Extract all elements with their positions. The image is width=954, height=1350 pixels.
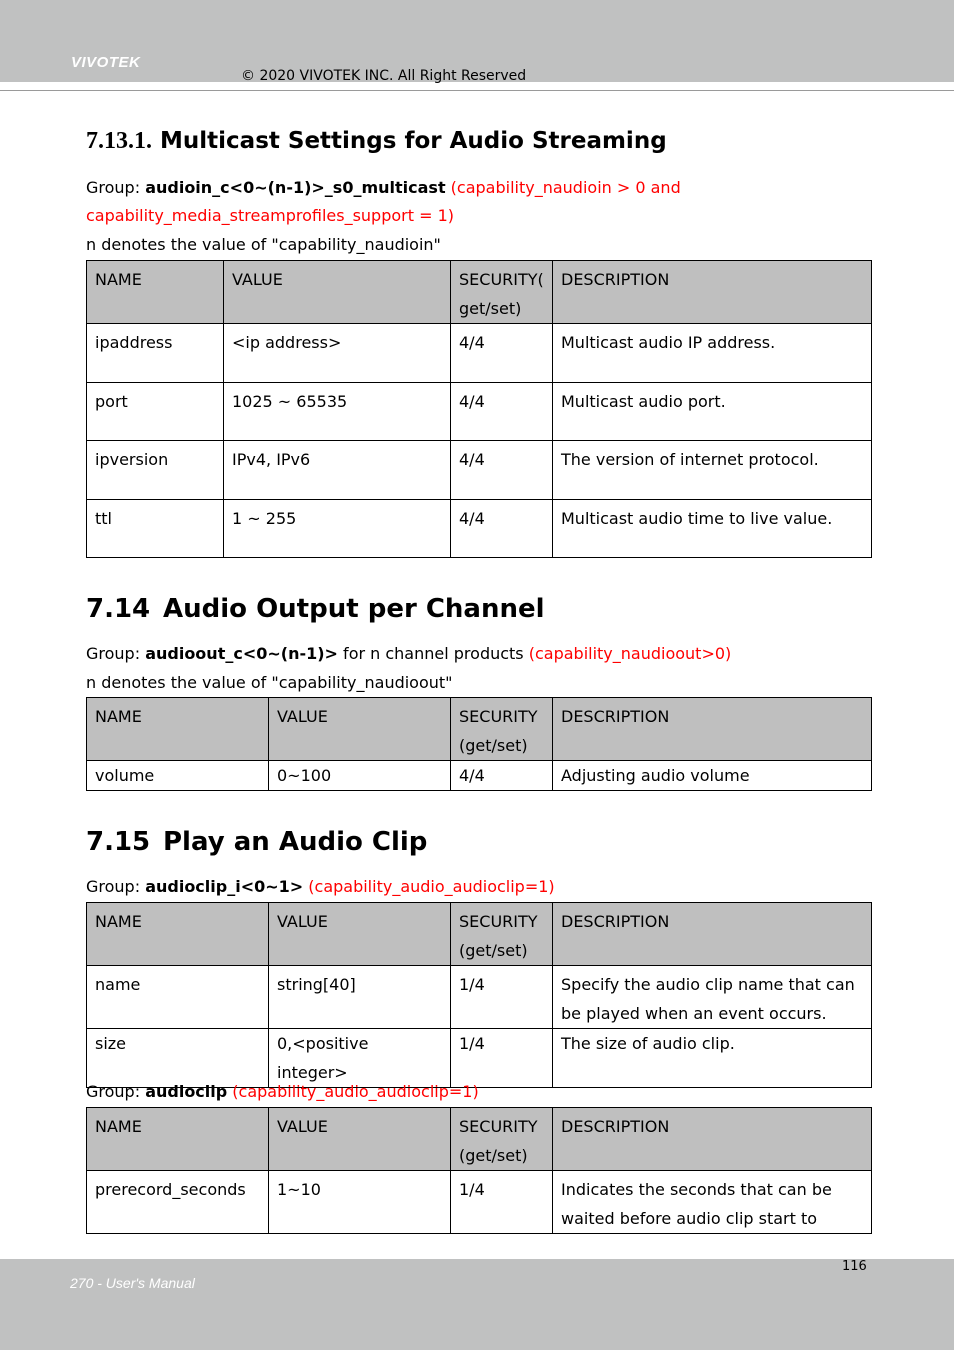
group-note: n denotes the value of "capability_naudioout" — [86, 673, 453, 692]
group-name: audioin_c<0~(n-1)>_s0_multicast — [145, 178, 446, 197]
column-header: NAME — [87, 698, 269, 761]
cell-value: 1025 ~ 65535 — [224, 383, 451, 441]
header-divider — [0, 90, 954, 91]
table-row — [87, 761, 872, 791]
table-row — [87, 966, 872, 1029]
column-header: SECURITY (get/set) — [451, 903, 553, 966]
cell-security: 4/4 — [451, 761, 553, 791]
cell-value: 1~10 — [269, 1171, 451, 1234]
brand-logo: VIVOTEK — [71, 54, 141, 71]
cell-name: prerecord_seconds — [87, 1171, 269, 1234]
cell-value: <ip address> — [224, 324, 451, 383]
column-header: SECURITY (get/set) — [451, 1108, 553, 1171]
table-row — [87, 500, 872, 558]
cell-name: ipversion — [87, 441, 224, 500]
group-line — [86, 174, 681, 202]
cell-value: string[40] — [269, 966, 451, 1029]
column-header: VALUE — [269, 698, 451, 761]
column-header: SECURITY (get/set) — [451, 698, 553, 761]
cell-value: 1 ~ 255 — [224, 500, 451, 558]
table-row — [87, 1171, 872, 1234]
group-line — [86, 1078, 479, 1106]
cell-name: size — [87, 1029, 269, 1088]
column-header: VALUE — [269, 1108, 451, 1171]
page-footer-bar — [0, 1259, 954, 1350]
cell-security: 4/4 — [451, 441, 553, 500]
column-header: DESCRIPTION — [553, 698, 872, 761]
section-number: 7.13.1. — [86, 128, 152, 154]
group-condition: (capability_audio_audioclip=1) — [303, 877, 555, 896]
column-header: DESCRIPTION — [553, 261, 872, 324]
audio-clip-settings-table — [86, 1107, 872, 1234]
section-number: 7.14 — [86, 594, 151, 624]
section-title: Multicast Settings for Audio Streaming — [160, 128, 667, 154]
column-header: NAME — [87, 903, 269, 966]
cell-value: IPv4, IPv6 — [224, 441, 451, 500]
cell-value: 0,<positive integer> — [269, 1029, 451, 1088]
page-number: 116 — [842, 1259, 867, 1274]
column-header: VALUE — [269, 903, 451, 966]
group-condition-continued: capability_media_streamprofiles_support = 1) — [86, 206, 455, 225]
group-label: Group: — [86, 877, 146, 896]
group-name: audioout_c<0~(n-1)> — [145, 644, 338, 663]
group-line — [86, 640, 731, 668]
cell-name: name — [87, 966, 269, 1029]
cell-name: ipaddress — [87, 324, 224, 383]
cell-security: 4/4 — [451, 383, 553, 441]
column-header: DESCRIPTION — [553, 903, 872, 966]
table-header-row — [87, 1108, 872, 1171]
table-row — [87, 324, 872, 383]
cell-security: 1/4 — [451, 1029, 553, 1088]
cell-name: port — [87, 383, 224, 441]
section-7-13-1-heading — [86, 128, 667, 155]
table-header-row — [87, 261, 872, 324]
section-title: Audio Output per Channel — [163, 594, 545, 624]
column-header: DESCRIPTION — [553, 1108, 872, 1171]
group-condition: (capability_naudioout>0) — [528, 644, 732, 663]
cell-security: 1/4 — [451, 1171, 553, 1234]
manual-page-label: 270 - User's Manual — [70, 1275, 195, 1291]
cell-security: 4/4 — [451, 324, 553, 383]
group-condition: (capability_naudioin > 0 and — [445, 178, 681, 197]
section-title: Play an Audio Clip — [163, 827, 428, 857]
group-note: n denotes the value of "capability_naudioin" — [86, 235, 441, 254]
cell-security: 1/4 — [451, 966, 553, 1029]
cell-name: ttl — [87, 500, 224, 558]
group-label: Group: — [86, 644, 146, 663]
cell-description: The size of audio clip. — [553, 1029, 872, 1088]
cell-description: Multicast audio IP address. — [553, 324, 872, 383]
multicast-settings-table — [86, 260, 872, 558]
table-header-row — [87, 903, 872, 966]
column-header: NAME — [87, 261, 224, 324]
cell-value: 0~100 — [269, 761, 451, 791]
column-header: SECURITY( get/set) — [451, 261, 553, 324]
section-number: 7.15 — [86, 827, 151, 857]
copyright-text: © 2020 VIVOTEK INC. All Right Reserved — [241, 68, 527, 84]
cell-description: The version of internet protocol. — [553, 441, 872, 500]
cell-description: Multicast audio port. — [553, 383, 872, 441]
group-label: Group: — [86, 178, 146, 197]
table-row — [87, 441, 872, 500]
group-name: audioclip_i<0~1> — [145, 877, 304, 896]
section-7-15-heading — [86, 827, 427, 857]
cell-description: Multicast audio time to live value. — [553, 500, 872, 558]
table-row — [87, 383, 872, 441]
audio-clip-table — [86, 902, 872, 1088]
cell-description: Adjusting audio volume — [553, 761, 872, 791]
cell-description: Specify the audio clip name that can be played when an event occurs. — [553, 966, 872, 1029]
group-label: Group: — [86, 1082, 146, 1101]
column-header: NAME — [87, 1108, 269, 1171]
column-header: VALUE — [224, 261, 451, 324]
cell-name: volume — [87, 761, 269, 791]
audio-output-table — [86, 697, 872, 791]
group-line — [86, 873, 555, 901]
group-condition: (capability_audio_audioclip=1) — [227, 1082, 479, 1101]
section-7-14-heading — [86, 594, 545, 624]
group-name: audioclip — [145, 1082, 228, 1101]
cell-description: Indicates the seconds that can be waited before audio clip start to — [553, 1171, 872, 1234]
group-suffix: for n channel products — [337, 644, 529, 663]
table-header-row — [87, 698, 872, 761]
cell-security: 4/4 — [451, 500, 553, 558]
